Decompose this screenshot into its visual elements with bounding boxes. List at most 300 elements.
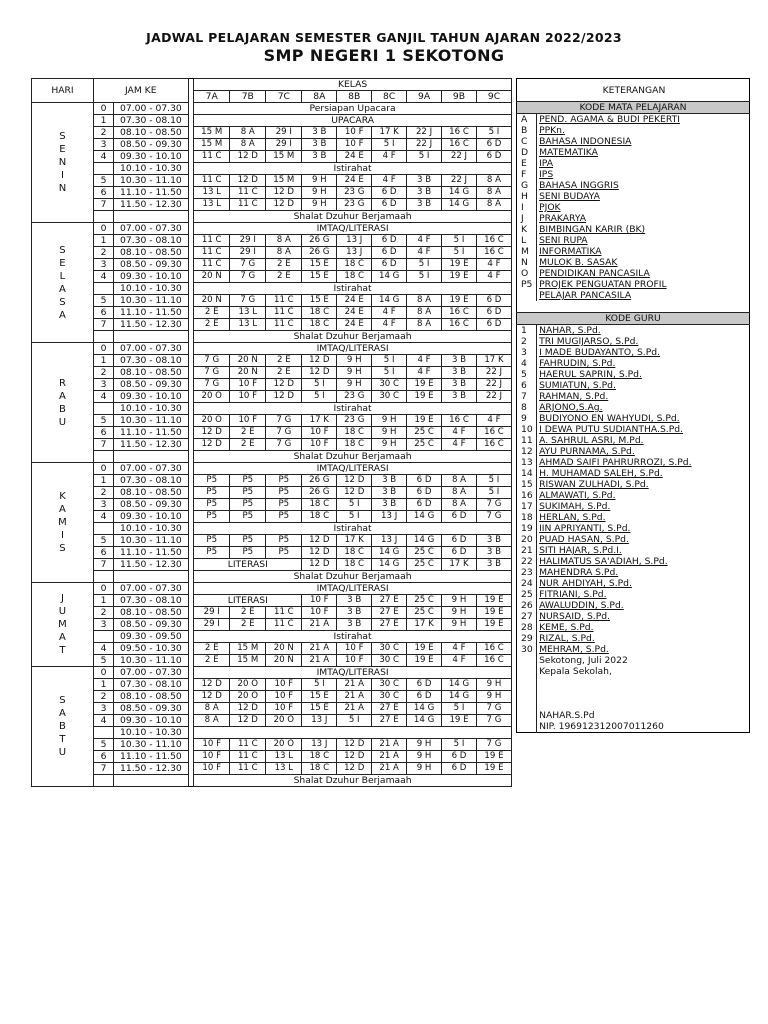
schedule-cell: 23 G (337, 199, 372, 211)
schedule-cell: P5 (230, 475, 266, 487)
period-number: 0 (93, 103, 113, 115)
schedule-cell: 14 G (372, 559, 407, 571)
schedule-row (32, 187, 512, 199)
period-time: 09.30 - 09.50 (114, 631, 188, 643)
schedule-row (32, 535, 512, 547)
schedule-cell: 4 F (407, 367, 442, 379)
schedule-row (32, 271, 512, 283)
subject-name: IPS (539, 169, 554, 180)
code-blank (517, 677, 537, 688)
schedule-cell: 20 O (230, 679, 266, 691)
activity-span: Shalat Dzuhur Berjamaah (194, 571, 512, 583)
subject-code: P5 (517, 279, 537, 290)
schedule-row (32, 451, 512, 463)
schedule-cell: 3 B (302, 151, 337, 163)
schedule-cell: 10 F (302, 607, 337, 619)
schedule-cell: 13 J (337, 247, 372, 259)
period-time: 11.50 - 12.30 (114, 763, 188, 775)
schedule-cell: 11 C (230, 199, 266, 211)
teacher-name: NAHAR, S.Pd. (539, 325, 601, 336)
schedule-row (32, 331, 512, 343)
schedule-cell: 19 E (407, 391, 442, 403)
schedule-cell: 21 A (302, 643, 337, 655)
signature-space (537, 688, 750, 699)
period-number: 1 (93, 235, 113, 247)
period-number: 1 (93, 595, 113, 607)
schedule-cell: 19 E (407, 643, 442, 655)
schedule-cell: 22 J (442, 175, 477, 187)
schedule-cell: 4 F (372, 151, 407, 163)
subject-code: I (517, 202, 537, 213)
schedule-cell: 5 I (302, 679, 337, 691)
schedule-cell: 7 G (194, 355, 230, 367)
schedule-cell: 20 O (194, 391, 230, 403)
schedule-row (32, 715, 512, 727)
schedule-cell: 14 G (372, 271, 407, 283)
schedule-cell: 10 F (302, 439, 337, 451)
schedule-cell: 10 F (337, 643, 372, 655)
period-time: 07.00 - 07.30 (114, 103, 188, 115)
schedule-cell: 12 D (230, 151, 266, 163)
schedule-cell: 13 L (230, 307, 266, 319)
schedule-cell: 11 C (194, 247, 230, 259)
schedule-cell: 4 F (476, 271, 511, 283)
schedule-cell: 8 A (266, 247, 302, 259)
schedule-cell: 18 C (337, 259, 372, 271)
schedule-cell: 12 D (337, 475, 372, 487)
schedule-cell: P5 (266, 511, 302, 523)
schedule-cell: 14 G (407, 535, 442, 547)
schedule-cell: 2 E (194, 319, 230, 331)
schedule-cell: 4 F (372, 319, 407, 331)
schedule-cell: 5 I (372, 139, 407, 151)
schedule-row (32, 763, 512, 775)
schedule-cell: 5 I (372, 355, 407, 367)
schedule-cell: 11 C (266, 307, 302, 319)
schedule-cell: 13 L (230, 319, 266, 331)
schedule-cell: 29 I (194, 619, 230, 631)
schedule-cell: 6 D (442, 751, 477, 763)
period-number: 4 (93, 271, 113, 283)
schedule-cell: 9 H (372, 415, 407, 427)
schedule-cell: 9 H (337, 367, 372, 379)
schedule-cell: 29 I (230, 235, 266, 247)
period-time: 07.30 - 08.10 (114, 355, 188, 367)
teacher-name: RAHMAN, S.Pd. (539, 391, 609, 402)
schedule-row (32, 295, 512, 307)
subject-name: PROJEK PENGUATAN PROFIL (539, 279, 667, 290)
schedule-row (32, 523, 512, 535)
period-number (93, 331, 113, 343)
schedule-cell: 4 F (476, 415, 511, 427)
schedule-cell: 7 G (476, 499, 511, 511)
schedule-cell: 2 E (194, 307, 230, 319)
schedule-cell: 12 D (266, 379, 302, 391)
teacher-name: I MADE BUDAYANTO, S.Pd. (539, 347, 661, 358)
period-time: 07.30 - 08.10 (114, 115, 188, 127)
schedule-row (32, 475, 512, 487)
schedule-cell: P5 (266, 499, 302, 511)
teacher-code: 22 (517, 556, 537, 567)
period-time: 08.10 - 08.50 (114, 607, 188, 619)
schedule-cell: 11 C (230, 751, 266, 763)
teacher-name: H. MUHAMAD SALEH, S.Pd. (539, 468, 663, 479)
schedule-cell: 12 D (230, 175, 266, 187)
period-number: 0 (93, 463, 113, 475)
schedule-cell: 3 B (302, 139, 337, 151)
teacher-name: KEME, S.Pd. (539, 622, 594, 633)
schedule-cell: 24 E (337, 175, 372, 187)
schedule-cell: 4 F (372, 175, 407, 187)
schedule-cell: 20 N (194, 271, 230, 283)
period-number: 2 (93, 367, 113, 379)
activity-span: Persiapan Upacara (194, 103, 512, 115)
teacher-code: 27 (517, 611, 537, 622)
teacher-code: 13 (517, 457, 537, 468)
period-number: 2 (93, 127, 113, 139)
activity-span: IMTAQ/LITERASI (194, 223, 512, 235)
schedule-cell: 7 G (476, 739, 511, 751)
schedule-cell: 6 D (476, 151, 511, 163)
teacher-code: 28 (517, 622, 537, 633)
schedule-cell: 2 E (230, 439, 266, 451)
schedule-cell: 22 J (476, 391, 511, 403)
subject-name: PELAJAR PANCASILA (539, 290, 632, 301)
schedule-cell: 16 C (476, 247, 511, 259)
schedule-row (32, 667, 512, 679)
schedule-row (32, 595, 512, 607)
schedule-row (32, 403, 512, 415)
schedule-cell: 12 D (337, 487, 372, 499)
schedule-cell: 11 C (230, 739, 266, 751)
class-header: 8B (337, 91, 372, 103)
schedule-cell: 11 C (194, 235, 230, 247)
period-number (93, 451, 113, 463)
schedule-cell: 21 A (302, 619, 337, 631)
period-number: 6 (93, 751, 113, 763)
schedule-cell: 6 D (442, 763, 477, 775)
schedule-cell: 4 F (407, 355, 442, 367)
schedule-row (32, 391, 512, 403)
teacher-code: 29 (517, 633, 537, 644)
literasi-span: LITERASI (194, 595, 302, 607)
period-number: 0 (93, 583, 113, 595)
schedule-cell: 17 K (476, 355, 511, 367)
schedule-cell: 8 A (407, 307, 442, 319)
teacher-code: 26 (517, 600, 537, 611)
schedule-row (32, 319, 512, 331)
day-name (32, 103, 94, 223)
schedule-cell: 6 D (442, 547, 477, 559)
period-time: 10.30 - 11.10 (114, 415, 188, 427)
period-time: 07.00 - 07.30 (114, 667, 188, 679)
schedule-row (32, 727, 512, 739)
schedule-cell: P5 (230, 547, 266, 559)
activity-span: Istirahat (194, 403, 512, 415)
schedule-cell: 16 C (442, 319, 477, 331)
period-time (114, 775, 188, 787)
schedule-cell: P5 (194, 535, 230, 547)
period-time: 11.10 - 11.50 (114, 187, 188, 199)
schedule-cell: 2 E (194, 655, 230, 667)
schedule-cell: 8 A (442, 475, 477, 487)
period-number: 2 (93, 607, 113, 619)
schedule-cell: 12 D (230, 715, 266, 727)
schedule-cell: 5 I (302, 391, 337, 403)
schedule-cell: 6 D (407, 691, 442, 703)
schedule-cell: 7 G (230, 259, 266, 271)
schedule-cell: 9 H (372, 439, 407, 451)
period-number: 1 (93, 475, 113, 487)
schedule-cell: 6 D (372, 259, 407, 271)
schedule-cell: 4 F (442, 427, 477, 439)
schedule-cell: 5 I (442, 703, 477, 715)
teacher-code: 25 (517, 589, 537, 600)
teacher-code: 30 (517, 644, 537, 655)
schedule-cell: 19 E (476, 763, 511, 775)
schedule-cell: 17 K (302, 415, 337, 427)
period-number (93, 283, 113, 295)
period-time: 08.50 - 09.30 (114, 703, 188, 715)
schedule-row (32, 115, 512, 127)
subject-code: G (517, 180, 537, 191)
teacher-name: TRI MUGIJARSO, S.Pd. (539, 336, 639, 347)
schedule-row (32, 583, 512, 595)
period-number: 5 (93, 175, 113, 187)
schedule-cell: 2 E (194, 643, 230, 655)
schedule-cell: 19 E (407, 415, 442, 427)
schedule-cell: 8 A (442, 487, 477, 499)
signature-place-date: Sekotong, Juli 2022 (539, 655, 628, 666)
schedule-cell: 18 C (302, 307, 337, 319)
class-header: 7A (194, 91, 230, 103)
schedule-cell: 9 H (476, 679, 511, 691)
day-name (32, 667, 94, 787)
schedule-cell: 13 L (266, 751, 302, 763)
schedule-row (32, 691, 512, 703)
signature-space (537, 677, 750, 688)
code-blank (517, 699, 537, 710)
schedule-cell: 13 J (372, 511, 407, 523)
schedule-cell: 3 B (337, 619, 372, 631)
schedule-cell: 14 G (407, 703, 442, 715)
teacher-code: 24 (517, 578, 537, 589)
schedule-cell: 8 A (230, 127, 266, 139)
period-number (93, 163, 113, 175)
schedule-cell: 13 J (302, 715, 337, 727)
teacher-code: 18 (517, 512, 537, 523)
teacher-name: ALMAWATI, S.Pd. (539, 490, 616, 501)
teacher-name: FITRIANI, S.Pd. (539, 589, 607, 600)
schedule-cell: 17 K (337, 535, 372, 547)
period-time (114, 451, 188, 463)
day-name-text: S A B T U (58, 695, 67, 758)
schedule-cell: 19 E (476, 607, 511, 619)
teacher-code: 5 (517, 369, 537, 380)
period-number: 4 (93, 715, 113, 727)
jam-ke-header: JAM KE (93, 79, 188, 103)
signature-role: Kepala Sekolah, (539, 666, 612, 677)
teacher-name: ARJONO,S.Ag. (539, 402, 603, 413)
schedule-row (32, 235, 512, 247)
schedule-cell: 10 F (302, 595, 337, 607)
period-time: 09.30 - 10.10 (114, 391, 188, 403)
schedule-cell: 7 G (230, 295, 266, 307)
schedule-row (32, 211, 512, 223)
schedule-cell: 15 E (302, 295, 337, 307)
period-number (93, 403, 113, 415)
period-number: 2 (93, 487, 113, 499)
schedule-cell: 26 G (302, 247, 337, 259)
period-time: 11.10 - 11.50 (114, 427, 188, 439)
schedule-cell: 3 B (372, 499, 407, 511)
schedule-cell: 12 D (266, 199, 302, 211)
schedule-cell: 12 D (266, 391, 302, 403)
schedule-cell: 11 C (266, 295, 302, 307)
schedule-cell: 16 C (442, 127, 477, 139)
schedule-cell: 17 K (442, 559, 477, 571)
period-number: 5 (93, 295, 113, 307)
subject-name: MULOK B. SASAK (539, 257, 618, 268)
period-number (93, 523, 113, 535)
period-number: 3 (93, 379, 113, 391)
period-number: 3 (93, 499, 113, 511)
schedule-cell: 6 D (442, 511, 477, 523)
schedule-cell: 8 A (407, 295, 442, 307)
teacher-name: AWALUDDIN, S.Pd. (539, 600, 624, 611)
schedule-cell: 3 B (476, 559, 511, 571)
schedule-cell: 4 F (372, 307, 407, 319)
schedule-cell: 22 J (407, 127, 442, 139)
period-number: 6 (93, 307, 113, 319)
hari-header: HARI (32, 79, 94, 103)
schedule-row (32, 643, 512, 655)
period-time: 07.30 - 08.10 (114, 595, 188, 607)
schedule-cell: 25 C (407, 607, 442, 619)
teacher-name: HAERUL SAPRIN, S.Pd. (539, 369, 642, 380)
subject-name: IPA (539, 158, 554, 169)
schedule-cell: 14 G (442, 199, 477, 211)
schedule-cell: 5 I (476, 127, 511, 139)
schedule-cell: 18 C (337, 559, 372, 571)
teacher-name: AHMAD SAIFI PAHRURROZI, S.Pd. (539, 457, 692, 468)
schedule-cell: 5 I (476, 475, 511, 487)
schedule-cell: 11 C (230, 763, 266, 775)
schedule-cell: 4 F (407, 247, 442, 259)
teacher-name: NUR AHDIYAH, S.Pd. (539, 578, 632, 589)
schedule-cell: 4 F (407, 235, 442, 247)
schedule-cell: 7 G (266, 439, 302, 451)
period-time: 10.30 - 11.10 (114, 535, 188, 547)
period-time: 09.30 - 10.10 (114, 151, 188, 163)
period-number: 6 (93, 427, 113, 439)
period-number: 4 (93, 151, 113, 163)
activity-span: Shalat Dzuhur Berjamaah (194, 775, 512, 787)
schedule-cell: 8 A (266, 235, 302, 247)
schedule-cell: 3 B (407, 199, 442, 211)
code-blank (517, 666, 537, 677)
schedule-cell: 7 G (476, 511, 511, 523)
schedule-cell: 11 C (230, 187, 266, 199)
period-number (93, 775, 113, 787)
schedule-row (32, 355, 512, 367)
class-header: 9A (407, 91, 442, 103)
schedule-row (32, 703, 512, 715)
schedule-table (31, 78, 512, 787)
schedule-cell: 6 D (372, 199, 407, 211)
schedule-cell: 18 C (337, 439, 372, 451)
schedule-cell: 24 E (337, 319, 372, 331)
period-number: 3 (93, 703, 113, 715)
period-time: 08.50 - 09.30 (114, 259, 188, 271)
schedule-cell: 7 G (476, 703, 511, 715)
subject-name: SENI RUPA (539, 235, 588, 246)
subject-name: PRAKARYA (539, 213, 587, 224)
subject-code: O (517, 268, 537, 279)
teacher-name: NURSAID, S.Pd. (539, 611, 611, 622)
schedule-cell: 30 C (372, 679, 407, 691)
schedule-cell: P5 (194, 487, 230, 499)
schedule-cell: 9 H (372, 427, 407, 439)
class-header: 7B (230, 91, 266, 103)
schedule-cell: 8 A (194, 703, 230, 715)
schedule-cell: 18 C (302, 511, 337, 523)
schedule-cell: 16 C (476, 655, 511, 667)
schedule-row (32, 571, 512, 583)
schedule-cell: 19 E (476, 619, 511, 631)
schedule-cell: 6 D (476, 307, 511, 319)
period-time: 09.30 - 10.10 (114, 511, 188, 523)
schedule-cell: 30 C (372, 643, 407, 655)
schedule-cell: 12 D (302, 535, 337, 547)
signature-space (537, 699, 750, 710)
class-header: 8A (302, 91, 337, 103)
schedule-cell: 6 D (372, 235, 407, 247)
schedule-cell: 10 F (194, 739, 230, 751)
schedule-cell: 15 M (266, 151, 302, 163)
teacher-name: BUDIYONO EN WAHYUDI, S.Pd. (539, 413, 680, 424)
subject-code: L (517, 235, 537, 246)
teacher-code: 12 (517, 446, 537, 457)
subject-name: BIMBINGAN KARIR (BK) (539, 224, 646, 235)
schedule-cell: 7 G (194, 367, 230, 379)
period-time: 11.50 - 12.30 (114, 439, 188, 451)
period-time: 11.10 - 11.50 (114, 751, 188, 763)
subject-code: D (517, 147, 537, 158)
schedule-cell: 15 E (302, 259, 337, 271)
schedule-cell: 14 G (442, 691, 477, 703)
activity-span: Shalat Dzuhur Berjamaah (194, 451, 512, 463)
period-time: 10.30 - 11.10 (114, 655, 188, 667)
schedule-cell: 30 C (372, 655, 407, 667)
schedule-cell: 3 B (442, 367, 477, 379)
day-name-text: S E N I N (58, 131, 67, 194)
teacher-name: A. SAHRUL ASRI, M.Pd. (539, 435, 644, 446)
day-name-text: R A B U (58, 377, 67, 428)
schedule-cell: 5 I (302, 379, 337, 391)
day-name-text: S E L A S A (59, 244, 66, 321)
schedule-cell: 5 I (337, 511, 372, 523)
schedule-cell: 9 H (442, 595, 477, 607)
period-time: 07.00 - 07.30 (114, 223, 188, 235)
day-name-text: J U M A T (58, 593, 67, 656)
period-time: 11.50 - 12.30 (114, 199, 188, 211)
teacher-code: 3 (517, 347, 537, 358)
schedule-cell: P5 (194, 547, 230, 559)
schedule-cell: 9 H (442, 607, 477, 619)
schedule-cell: 10 F (230, 379, 266, 391)
schedule-cell: 20 O (266, 739, 302, 751)
